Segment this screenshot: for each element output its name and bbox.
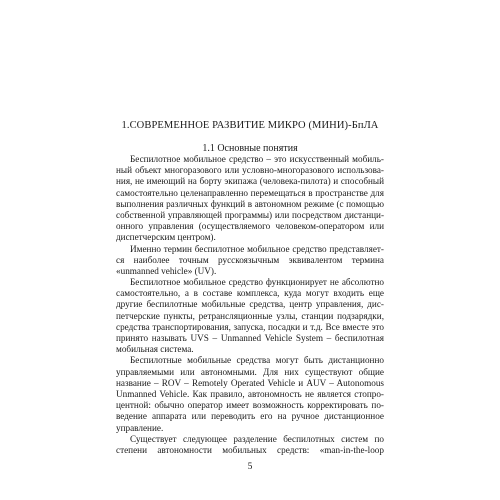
text-line: диспетчерским центром). bbox=[116, 232, 216, 243]
text-line: ведение аппарата или переводить его на ручное дистанционное bbox=[116, 411, 384, 422]
text-line: ный объект многоразового или условно-многоразового использова- bbox=[116, 165, 384, 176]
text-line: принято называть UVS – Unmanned Vehicle System – беспилотная bbox=[116, 333, 384, 343]
text-line: управляемыми или автономными. Для них существуют общие bbox=[116, 366, 384, 377]
text-line: Беспилотное мобильное средство – это искусственный мобиль- bbox=[130, 154, 384, 164]
text-line: центной: обычно оператор имеет возможность корректировать по- bbox=[116, 400, 384, 411]
text-line: мобильная система. bbox=[116, 344, 194, 355]
text-line: Существует следующее разделение беспилотных систем по bbox=[130, 433, 384, 444]
text-line: Беспилотное мобильное средство функционирует не абсолютно bbox=[130, 277, 384, 288]
text-line: средства транспортирования, запуска, посадки и т.д. Все вместе это bbox=[116, 321, 384, 332]
text-line: петчерские пункты, ретрансляционные узлы, станции подзарядки, bbox=[116, 310, 384, 321]
text-line: Именно термин беспилотное мобильное средство представляет- bbox=[130, 243, 384, 254]
text-line: выполнения различных функций в автономном режиме (с помощью bbox=[116, 198, 384, 209]
page-number: 5 bbox=[247, 462, 253, 472]
text-line: ся наиболее точным русскоязычным эквивалентом термина bbox=[116, 254, 384, 265]
text-line: ния, не имеющий на борту экипажа (человека-пилота) и способный bbox=[116, 176, 384, 187]
text-line: Беспилотные мобильные средства могут быть дистанционно bbox=[130, 355, 384, 366]
text-line: онного управления (осуществляемого человеком-оператором или bbox=[116, 221, 384, 232]
chapter-title: 1.СОВРЕМЕННОЕ РАЗВИТИЕ МИКРО (МИНИ)-БпЛА bbox=[121, 120, 379, 131]
text-line: название – ROV – Remotely Operated Vehicle и AUV – Autonomous bbox=[116, 377, 384, 388]
text-line: степени автономности мобильных средств: «man-in-the-loop bbox=[116, 444, 384, 455]
text-line: самостоятельно целенаправленно перемещаться в пространстве для bbox=[116, 187, 384, 198]
text-line: управление. bbox=[116, 422, 164, 433]
body-text bbox=[116, 154, 384, 456]
text-line: «unmanned vehicle» (UV). bbox=[116, 265, 217, 276]
text-line: собственной управляющей программы) или посредством дистанци- bbox=[116, 209, 384, 220]
text-line: самостоятельно, а в составе комплекса, куда могут входить еще bbox=[116, 288, 384, 299]
section-title: 1.1 Основные понятия bbox=[202, 143, 298, 154]
text-line: Unmanned Vehicle. Как правило, автономность не является стопро- bbox=[116, 388, 384, 399]
text-line: другие беспилотные мобильные средства, центр управления, дис- bbox=[116, 299, 384, 310]
